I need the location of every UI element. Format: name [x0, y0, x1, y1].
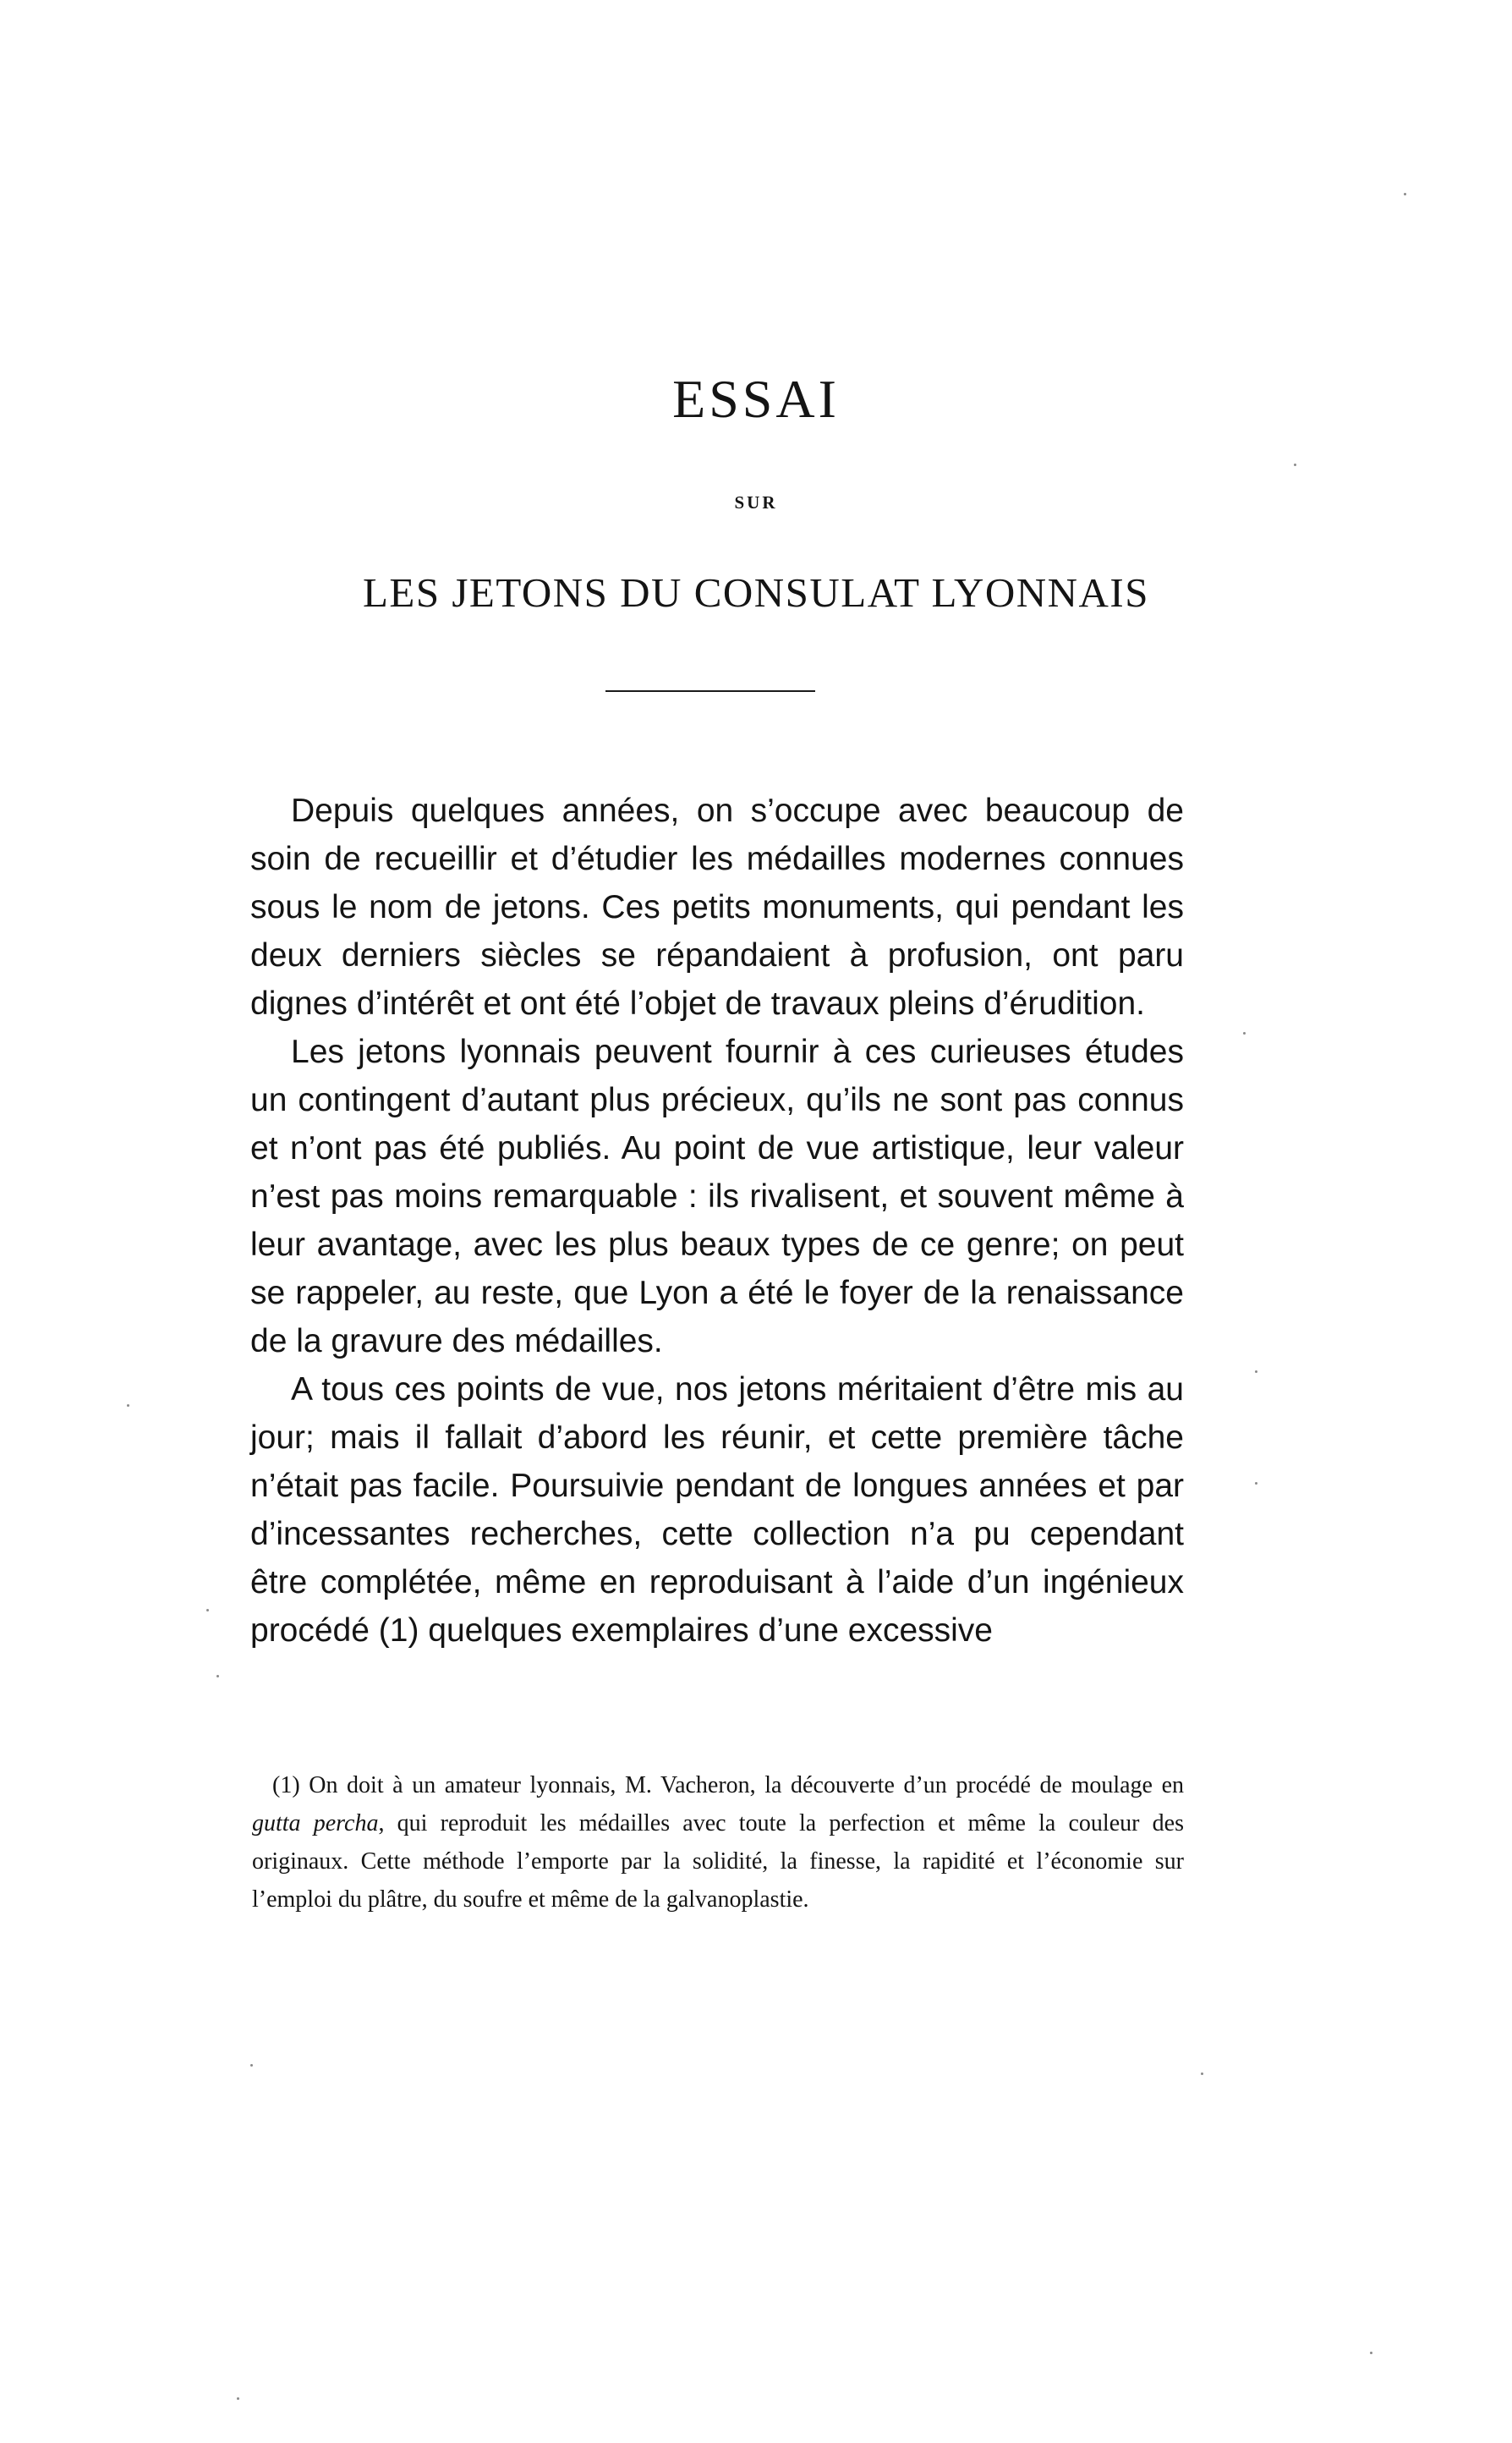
title-divider — [605, 690, 815, 692]
title-connector: SUR — [734, 492, 778, 513]
footnote-text-end: , qui reproduit les médailles avec toute la perfection et même la couleur des originaux. Cette méthode l’emporte par la solidité, la finesse, la rapidité et l’économie sur l’emploi du plâtre, du soufre et même de la galvanoplastie. — [252, 1810, 1184, 1913]
paragraph-1: Depuis quelques années, on s’occupe avec beaucoup de soin de recueillir et d’étudier les médailles modernes connues sous le nom de jetons. Ces petits monuments, qui pendant les deux derniers siècles se répandaient à profusion, ont paru dignes d’intérêt et ont été l’objet de travaux pleins d’érudition. — [250, 793, 1184, 1022]
footnote — [252, 1766, 1184, 1919]
scan-speck — [1255, 1370, 1257, 1373]
page-subtitle: LES JETONS DU CONSULAT LYONNAIS — [362, 569, 1149, 616]
scan-speck — [1370, 2352, 1372, 2354]
footnote-italic-term: gutta percha — [252, 1810, 379, 1836]
scan-speck — [237, 2397, 239, 2400]
scan-speck — [1201, 2072, 1203, 2075]
scan-speck — [1243, 1032, 1246, 1035]
scan-speck — [1255, 1482, 1257, 1485]
scan-speck — [1404, 193, 1406, 195]
scan-speck — [1294, 464, 1296, 466]
scan-speck — [206, 1609, 209, 1611]
scan-speck — [127, 1404, 129, 1407]
paragraph-2: Les jetons lyonnais peuvent fournir à ces curieuses études un contingent d’autant plus précieux, qu’ils ne sont pas connus et n’ont pas été publiés. Au point de vue artistique, leur valeur n’est pas moins remarquable : ils rivalisent, et souvent même à leur avantage, avec les plus beaux types de ce genre; on peut se rappeler, au reste, que Lyon a été le foyer de la renaissance de la gravure des médailles. — [250, 1034, 1184, 1359]
page-title: ESSAI — [672, 369, 840, 429]
paragraph-3: A tous ces points de vue, nos jetons méritaient d’être mis au jour; mais il fallait d’abord les réunir, et cette première tâche n’était pas facile. Poursuivie pendant de longues années et par d’incessantes recherches, cette collection n’a pu cependant être complétée, même en reproduisant à l’aide d’un ingénieux procédé (1) quelques exemplaires d’une excessive — [250, 1371, 1184, 1649]
scan-speck — [250, 2064, 253, 2067]
scan-speck — [216, 1675, 219, 1677]
footnote-text-start: (1) On doit à un amateur lyonnais, M. Vacheron, la découverte d’un procédé de moulage en — [272, 1772, 1184, 1798]
body-text — [250, 787, 1184, 1655]
